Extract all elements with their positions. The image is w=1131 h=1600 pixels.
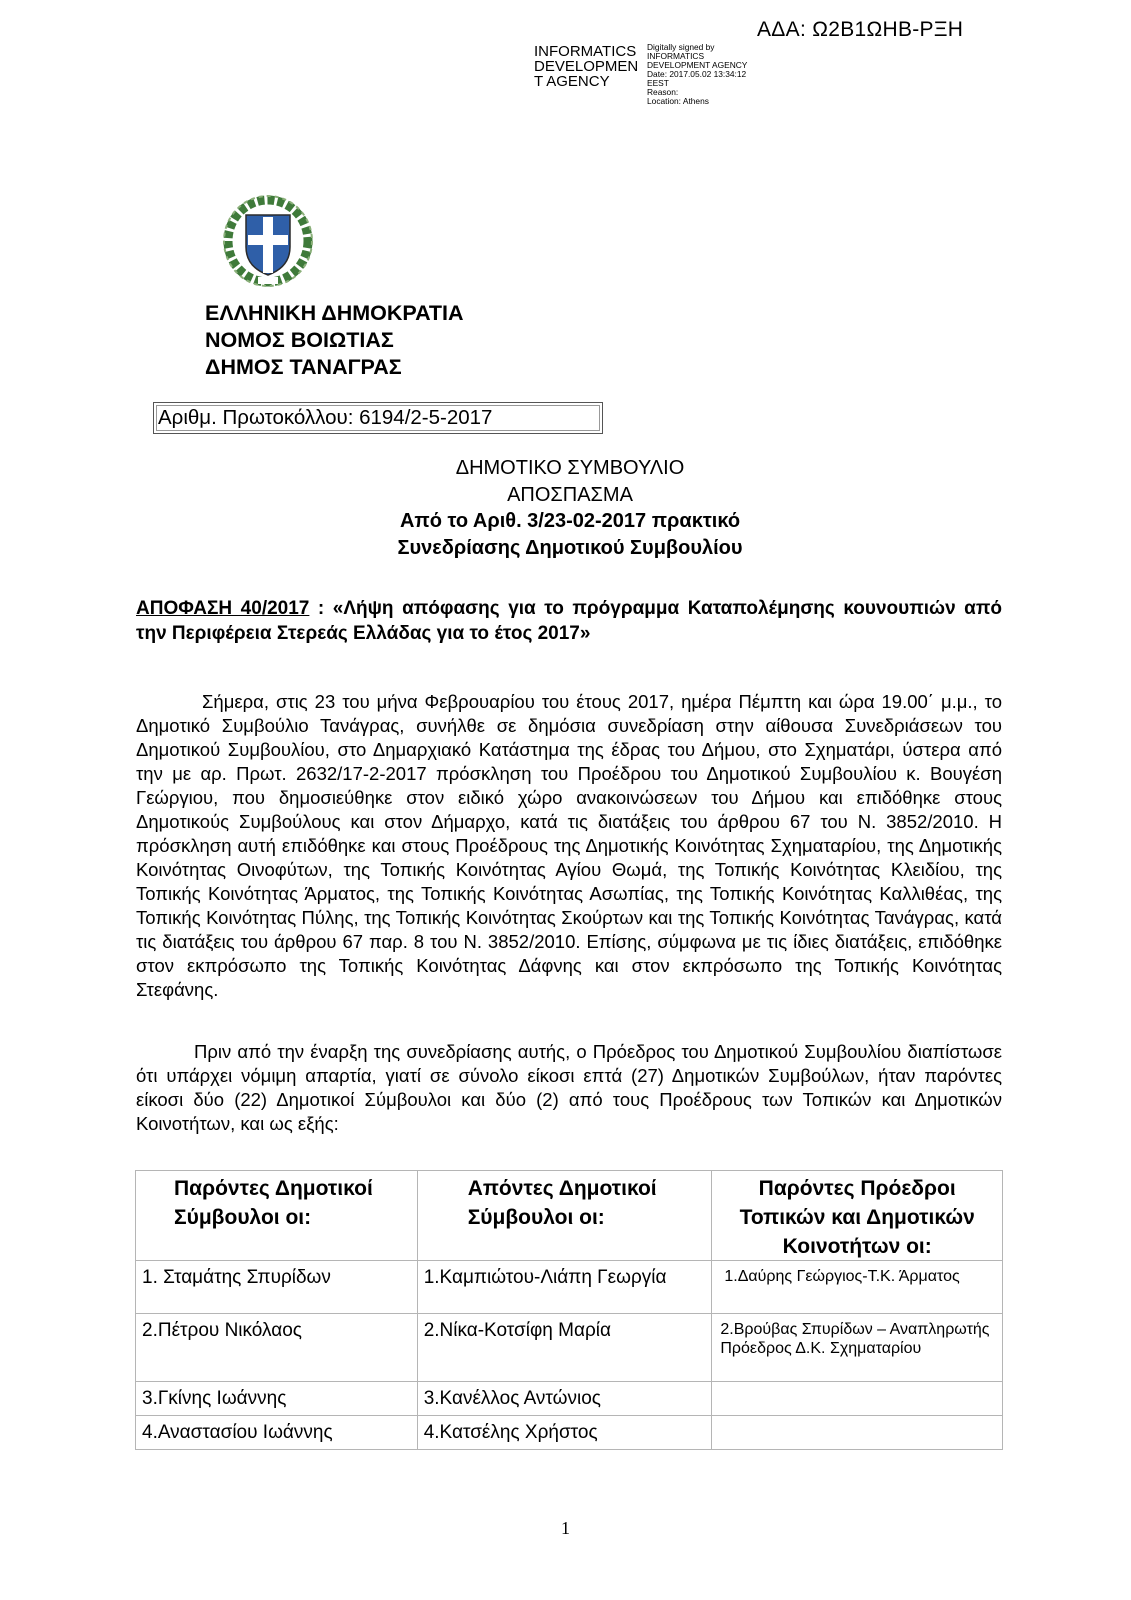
- header-line: Παρόντες Πρόεδροι: [758, 1177, 956, 1200]
- signature-org-line: DEVELOPMEN: [534, 58, 639, 75]
- page-number: 1: [561, 1518, 570, 1538]
- header-line: Τοπικών και Δημοτικών: [739, 1206, 975, 1229]
- signature-detail-line: EEST: [647, 78, 669, 88]
- signature-detail-line: INFORMATICS: [647, 51, 705, 61]
- ada-code: ΑΔΑ: Ω2Β1ΩΗΒ-ΡΞΗ: [757, 18, 964, 41]
- table-cell: 2.Πέτρου Νικόλαος: [136, 1314, 418, 1382]
- table-row: [136, 1416, 1003, 1450]
- shield-cross-icon: [246, 215, 290, 275]
- table-row: [136, 1382, 1003, 1416]
- table-cell: 3.Κανέλλος Αντώνιος: [417, 1382, 712, 1416]
- body-paragraph-quorum: [136, 1040, 1002, 1136]
- table-row: [136, 1314, 1003, 1382]
- decision-number: ΑΠΟΦΑΣΗ 40/2017: [136, 598, 310, 619]
- signature-org-line: INFORMATICS: [534, 43, 637, 60]
- table-cell: 3.Γκίνης Ιωάννης: [136, 1382, 418, 1416]
- signature-details: [647, 43, 787, 106]
- header-line: Παρόντες Δημοτικοί: [174, 1177, 373, 1200]
- header-line: Σύμβουλοι οι:: [467, 1206, 605, 1229]
- header-line: Σύμβουλοι οι:: [174, 1206, 312, 1229]
- title-minutes-number: Από το Αριθ. 3/23-02-2017 πρακτικό: [399, 510, 741, 532]
- table-header-row: [136, 1171, 1003, 1261]
- table-cell: 1.Δαύρης Γεώργιος-Τ.Κ. Άρματος: [712, 1261, 1003, 1314]
- table-cell: 1. Σταμάτης Σπυρίδων: [136, 1261, 418, 1314]
- title-session: Συνεδρίασης Δημοτικού Συμβουλίου: [397, 536, 743, 559]
- header-line-prefecture: ΝΟΜΟΣ ΒΟΙΩΤΙΑΣ: [205, 328, 394, 352]
- signature-detail-line: Reason:: [647, 87, 679, 97]
- table-cell: 4.Αναστασίου Ιωάννης: [136, 1416, 418, 1450]
- header-line: Απόντες Δημοτικοί: [467, 1177, 657, 1200]
- signature-detail-line: Date: 2017.05.02 13:34:12: [647, 69, 747, 79]
- signature-detail-line: Digitally signed by: [647, 42, 715, 52]
- table-cell: 1.Καμπιώτου-Λιάπη Γεωργία: [417, 1261, 712, 1314]
- table-cell: [712, 1416, 1003, 1450]
- paragraph-text: Πριν από την έναρξη της συνεδρίασης αυτής, ο Πρόεδρος του Δημοτικού Συμβουλίου διαπίστωσε ότι υπάρχει νόμιμη απαρτία, γιατί σε σύνολο είκοσι επτά (27) Δημοτικών Συμβούλων, ήταν παρόντες είκοσι δύο (22) Δημοτικοί Σύμβουλοι και δύο (2) από τους Προέδρους των Τοπικών και Δημοτικών Κοινοτήτων, και ως εξής:: [136, 1041, 1002, 1134]
- document-title: [300, 455, 840, 561]
- body-paragraph-convening: [136, 690, 1002, 1002]
- table-cell: 2.Βρούβας Σπυρίδων – Αναπληρωτής Πρόεδρος Δ.Κ. Σχηματαρίου: [712, 1314, 1003, 1382]
- header-line: Κοινοτήτων οι:: [782, 1235, 932, 1258]
- signature-organization: [534, 44, 642, 89]
- attendance-table: [135, 1170, 1003, 1450]
- header-present-presidents: [712, 1171, 1003, 1261]
- decision-text: : «Λήψη απόφασης για το πρόγραμμα Καταπολέμησης κουνουπιών από την Περιφέρεια Στερεάς Ελλάδας για το έτος 2017»: [136, 598, 1003, 644]
- signature-detail-line: Location: Athens: [647, 96, 709, 106]
- header-line-republic: ΕΛΛΗΝΙΚΗ ΔΗΜΟΚΡΑΤΙΑ: [205, 301, 464, 325]
- signature-org-line: T AGENCY: [534, 73, 610, 90]
- issuer-header: [205, 300, 464, 381]
- table-cell: [712, 1382, 1003, 1416]
- table-row: [136, 1261, 1003, 1314]
- title-extract: ΑΠΟΣΠΑΣΜΑ: [507, 483, 633, 506]
- table-cell: 2.Νίκα-Κοτσίφη Μαρία: [417, 1314, 712, 1382]
- paragraph-text: Σήμερα, στις 23 του μήνα Φεβρουαρίου του έτους 2017, ημέρα Πέμπτη και ώρα 19.00΄ μ.μ., το Δημοτικό Συμβούλιο Τανάγρας, συνήλθε σε δημόσια συνεδρίαση στην αίθουσα Συνεδριάσεων του Δημοτικού Συμβουλίου, στο Δημαρχιακό Κατάστημα της έδρας του Δήμου, στο Σχηματάρι, ύστερα από την με αρ. Πρωτ. 2632/17-2-2017 πρόσκληση του Προέδρου του Δημοτικού Συμβουλίου κ. Βουγέση Γεώργιου, που δημοσιεύθηκε στον ειδικό χώρο ανακοινώσεων του Δήμου και επιδόθηκε στους Δημοτικούς Συμβούλους και στον Δήμαρχο, κατά τις διατάξεις του άρθρου 67 του Ν. 3852/2010. Η πρόσκληση αυτή επιδόθηκε και στους Προέδρους της Δημοτικής Κοινότητας Σχηματαρίου, της Δημοτικής Κοινότητας Οινοφύτων, της Τοπικής Κοινότητας Αγίου Θωμά, της Τοπικής Κοινότητας Κλειδίου, της Τοπικής Κοινότητας Άρματος, της Τοπικής Κοινότητας Ασωπίας, της Τοπικής Κοινότητας Καλλιθέας, της Τοπικής Κοινότητας Πύλης, της Τοπικής Κοινότητας Σκούρτων και της Τοπικής Κοινότητας Τανάγρας, κατά τις διατάξεις του άρθρου 67 παρ. 8 του Ν. 3852/2010. Επίσης, σύμφωνα με τις ίδιες διατάξεις, επιδόθηκε στον εκπρόσωπο της Τοπικής Κοινότητας Δάφνης και στον εκπρόσωπο της Τοπικής Κοινότητας Στεφάνης.: [136, 691, 1002, 1000]
- header-line-municipality: ΔΗΜΟΣ ΤΑΝΑΓΡΑΣ: [205, 355, 402, 379]
- protocol-number-box: [153, 402, 603, 434]
- header-present-councillors: [136, 1171, 418, 1261]
- title-council: ΔΗΜΟΤΙΚΟ ΣΥΜΒΟΥΛΙΟ: [455, 457, 685, 479]
- table-cell: 4.Κατσέλης Χρήστος: [417, 1416, 712, 1450]
- greek-coat-of-arms-emblem: [222, 195, 314, 287]
- signature-detail-line: DEVELOPMENT AGENCY: [647, 60, 748, 70]
- header-absent-councillors: [417, 1171, 712, 1261]
- decision-subject: [136, 596, 1002, 646]
- protocol-number: Αριθμ. Πρωτοκόλλου: 6194/2-5-2017: [158, 406, 493, 429]
